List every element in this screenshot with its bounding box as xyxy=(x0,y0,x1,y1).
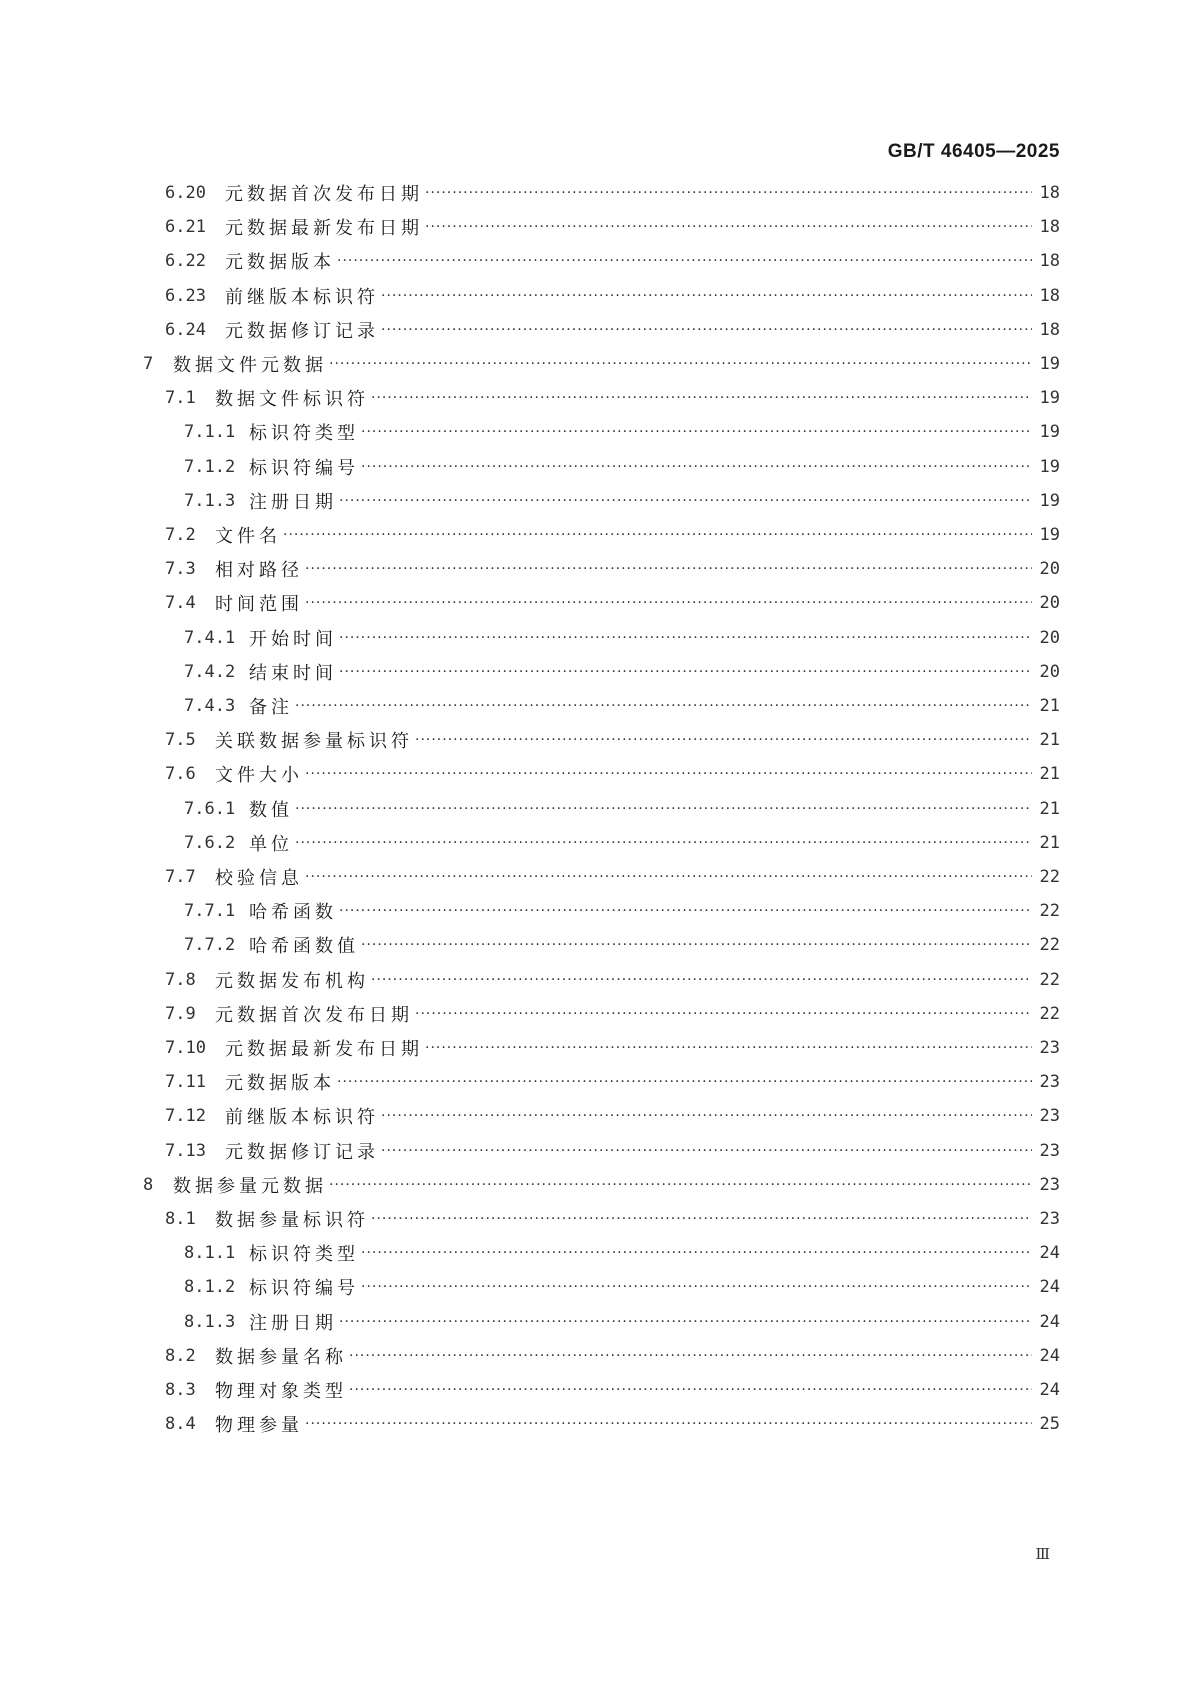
toc-entry-title: 注册日期 xyxy=(249,1312,337,1334)
dot-leader xyxy=(415,1006,1032,1022)
toc-entry-page: 23 xyxy=(1039,1140,1060,1161)
toc-entry-page: 18 xyxy=(1039,285,1060,306)
toc-entry-page: 20 xyxy=(1039,627,1060,648)
toc-entry-title: 单位 xyxy=(249,833,293,855)
toc-entry-page: 18 xyxy=(1039,319,1060,340)
toc-entry[interactable] xyxy=(184,414,1060,450)
toc-entry-number: 8.3 xyxy=(165,1380,196,1400)
toc-entry-number: 8 xyxy=(143,1174,154,1195)
page-number: Ⅲ xyxy=(1035,1545,1051,1563)
toc-entry[interactable] xyxy=(165,1406,1060,1442)
toc-entry-number: 7.10 xyxy=(165,1038,206,1058)
toc-entry-number: 7 xyxy=(143,354,154,374)
dot-leader xyxy=(337,253,1032,269)
toc-entry-title: 标识符编号 xyxy=(249,457,359,479)
toc-entry[interactable] xyxy=(165,996,1060,1032)
toc-entry[interactable] xyxy=(165,1133,1060,1169)
toc-entry-title: 文件名 xyxy=(215,526,281,547)
toc-entry[interactable] xyxy=(184,1235,1060,1271)
toc-entry-title: 元数据修订记录 xyxy=(225,1141,379,1163)
toc-entry-number: 8.1.2 xyxy=(184,1277,236,1298)
toc-entry-number: 8.1.1 xyxy=(184,1243,236,1264)
toc-entry-number: 6.23 xyxy=(165,285,206,306)
toc-entry-title: 元数据最新发布日期 xyxy=(225,218,423,240)
toc-entry[interactable] xyxy=(165,859,1060,895)
toc-entry-page: 18 xyxy=(1039,217,1060,238)
dot-leader xyxy=(295,835,1032,851)
toc-entry-page: 20 xyxy=(1039,661,1060,682)
toc-entry-number: 7.7 xyxy=(165,867,196,887)
toc-entry-number: 7.1.3 xyxy=(184,490,236,511)
toc-entry-page: 23 xyxy=(1039,1072,1060,1093)
toc-entry-page: 23 xyxy=(1039,1038,1060,1058)
toc-entry-page: 23 xyxy=(1039,1106,1060,1127)
toc-entry-page: 24 xyxy=(1039,1311,1060,1332)
toc-entry-number: 7.7.2 xyxy=(184,935,236,956)
dot-leader xyxy=(329,1177,1032,1193)
toc-entry-number: 7.2 xyxy=(165,525,196,545)
toc-entry[interactable] xyxy=(165,312,1060,348)
toc-entry-number: 7.3 xyxy=(165,559,196,580)
toc-entry-number: 7.7.1 xyxy=(184,901,236,922)
toc-entry-title: 关联数据参量标识符 xyxy=(215,731,413,753)
dot-leader xyxy=(339,664,1032,680)
toc-entry-page: 24 xyxy=(1039,1345,1060,1366)
toc-entry-page: 21 xyxy=(1039,832,1060,853)
toc-entry-number: 8.1 xyxy=(165,1209,196,1229)
toc-entry-number: 7.13 xyxy=(165,1140,206,1161)
dot-leader xyxy=(305,766,1032,782)
toc-entry[interactable] xyxy=(184,1304,1060,1340)
toc-entry-number: 7.4.3 xyxy=(184,696,236,716)
dot-leader xyxy=(381,322,1032,338)
toc-entry[interactable] xyxy=(184,825,1060,861)
toc-entry-title: 备注 xyxy=(249,697,293,718)
toc-entry-number: 6.20 xyxy=(165,183,206,203)
toc-entry-number: 7.6 xyxy=(165,764,196,785)
toc-entry-number: 7.4.2 xyxy=(184,661,236,682)
toc-entry-title: 元数据版本 xyxy=(225,252,335,274)
toc-entry-page: 21 xyxy=(1039,798,1060,819)
toc-entry-title: 元数据首次发布日期 xyxy=(215,1004,413,1026)
dot-leader xyxy=(361,1245,1032,1261)
toc-entry[interactable] xyxy=(184,620,1060,656)
toc-entry[interactable] xyxy=(165,1338,1060,1374)
dot-leader xyxy=(339,493,1032,509)
toc-entry-number: 7.4.1 xyxy=(184,627,236,648)
toc-entry-title: 校验信息 xyxy=(215,868,303,889)
dot-leader xyxy=(381,1143,1032,1159)
toc-entry-title: 标识符编号 xyxy=(249,1278,359,1300)
toc-entry-number: 7.4 xyxy=(165,593,196,614)
toc-entry-number: 8.2 xyxy=(165,1345,196,1366)
dot-leader xyxy=(415,732,1032,748)
toc-entry-title: 元数据发布机构 xyxy=(215,970,369,992)
dot-leader xyxy=(339,630,1032,646)
toc-entry[interactable] xyxy=(165,1030,1060,1066)
toc-entry-title: 哈希函数 xyxy=(249,902,337,924)
toc-entry-title: 数据文件标识符 xyxy=(215,389,369,411)
toc-entry-number: 7.5 xyxy=(165,730,196,751)
toc-entry[interactable] xyxy=(165,756,1060,792)
toc-entry-number: 8.1.3 xyxy=(184,1311,236,1332)
toc-entry-title: 数据文件元数据 xyxy=(173,355,327,376)
toc-entry[interactable] xyxy=(143,346,1060,382)
toc-entry-title: 物理对象类型 xyxy=(215,1381,347,1402)
toc-entry-page: 24 xyxy=(1039,1243,1060,1264)
toc-entry-title: 开始时间 xyxy=(249,628,337,650)
toc-entry[interactable] xyxy=(184,927,1060,963)
toc-entry[interactable] xyxy=(184,449,1060,485)
toc-entry-title: 物理参量 xyxy=(215,1415,303,1437)
dot-leader xyxy=(295,698,1032,714)
toc-entry-page: 22 xyxy=(1039,901,1060,922)
toc-entry-page: 19 xyxy=(1039,525,1060,545)
toc-entry-number: 7.8 xyxy=(165,969,196,990)
dot-leader xyxy=(361,424,1032,440)
dot-leader xyxy=(425,185,1032,201)
toc-entry-page: 19 xyxy=(1039,490,1060,511)
toc-entry-number: 7.1.1 xyxy=(184,422,236,443)
toc-entry[interactable] xyxy=(184,893,1060,929)
dot-leader xyxy=(283,527,1032,543)
toc-entry-title: 时间范围 xyxy=(215,594,303,616)
toc-entry-number: 7.9 xyxy=(165,1003,196,1024)
toc-entry-page: 19 xyxy=(1039,456,1060,477)
toc-entry-title: 数值 xyxy=(249,799,293,821)
toc-entry[interactable] xyxy=(143,1167,1060,1203)
toc-entry-title: 文件大小 xyxy=(215,765,303,787)
toc-entry-number: 7.12 xyxy=(165,1106,206,1127)
dot-leader xyxy=(295,801,1032,817)
toc-entry[interactable] xyxy=(165,1201,1060,1237)
toc-entry-page: 18 xyxy=(1039,183,1060,203)
toc-entry-page: 24 xyxy=(1039,1277,1060,1298)
toc-entry[interactable] xyxy=(165,1098,1060,1134)
toc-entry-number: 6.24 xyxy=(165,319,206,340)
toc-entry-page: 21 xyxy=(1039,696,1060,716)
toc-entry[interactable] xyxy=(165,278,1060,314)
toc-entry[interactable] xyxy=(184,791,1060,827)
toc-entry-title: 元数据版本 xyxy=(225,1073,335,1095)
dot-leader xyxy=(339,903,1032,919)
toc-entry-title: 数据参量元数据 xyxy=(173,1175,327,1197)
toc-entry-page: 19 xyxy=(1039,354,1060,374)
toc-entry[interactable] xyxy=(184,1269,1060,1305)
toc-entry-title: 数据参量名称 xyxy=(215,1346,347,1368)
toc-entry-number: 7.6.1 xyxy=(184,798,236,819)
dot-leader xyxy=(305,1416,1032,1432)
toc-entry[interactable] xyxy=(165,175,1060,211)
toc-entry[interactable] xyxy=(165,585,1060,621)
toc-entry-page: 23 xyxy=(1039,1209,1060,1229)
dot-leader xyxy=(349,1382,1032,1398)
toc-entry[interactable] xyxy=(165,551,1060,587)
dot-leader xyxy=(361,937,1032,953)
toc-entry-title: 标识符类型 xyxy=(249,1244,359,1266)
toc-entry[interactable] xyxy=(165,722,1060,758)
dot-leader xyxy=(425,1040,1032,1056)
toc-entry[interactable] xyxy=(165,380,1060,416)
toc-entry-title: 元数据首次发布日期 xyxy=(225,184,423,205)
toc-entry-number: 7.6.2 xyxy=(184,832,236,853)
toc-entry-page: 19 xyxy=(1039,388,1060,409)
toc-entry-title: 前继版本标识符 xyxy=(225,1107,379,1129)
toc-entry-page: 20 xyxy=(1039,559,1060,580)
toc-entry-title: 元数据最新发布日期 xyxy=(225,1039,423,1060)
toc-entry[interactable] xyxy=(165,243,1060,279)
dot-leader xyxy=(371,1211,1032,1227)
toc-entry-page: 24 xyxy=(1039,1380,1060,1400)
toc-entry-page: 22 xyxy=(1039,867,1060,887)
dot-leader xyxy=(305,869,1032,885)
toc-entry[interactable] xyxy=(165,1372,1060,1408)
dot-leader xyxy=(305,561,1032,577)
toc-entry-number: 6.22 xyxy=(165,251,206,272)
dot-leader xyxy=(425,219,1032,235)
toc-entry-page: 21 xyxy=(1039,730,1060,751)
toc-entry-page: 22 xyxy=(1039,1003,1060,1024)
dot-leader xyxy=(305,595,1032,611)
dot-leader xyxy=(329,356,1032,372)
toc-entry-number: 7.11 xyxy=(165,1072,206,1093)
toc-entry[interactable] xyxy=(165,962,1060,998)
toc-entry-page: 25 xyxy=(1039,1414,1060,1435)
toc-entry-number: 6.21 xyxy=(165,217,206,238)
dot-leader xyxy=(337,1074,1032,1090)
toc-entry-number: 7.1 xyxy=(165,388,196,409)
dot-leader xyxy=(339,1314,1032,1330)
standard-code: GB/T 46405—2025 xyxy=(887,141,1060,162)
toc-entry-page: 23 xyxy=(1039,1174,1060,1195)
toc-entry-title: 前继版本标识符 xyxy=(225,286,379,308)
toc-entry[interactable] xyxy=(184,654,1060,690)
toc-entry-title: 标识符类型 xyxy=(249,423,359,445)
toc-entry[interactable] xyxy=(165,209,1060,245)
toc-entry-title: 注册日期 xyxy=(249,491,337,513)
toc-entry-title: 数据参量标识符 xyxy=(215,1210,369,1231)
toc-entry-page: 18 xyxy=(1039,251,1060,272)
toc-entry-page: 19 xyxy=(1039,422,1060,443)
toc-entry-title: 结束时间 xyxy=(249,662,337,684)
toc-entry-title: 哈希函数值 xyxy=(249,936,359,958)
toc-entry[interactable] xyxy=(184,688,1060,724)
dot-leader xyxy=(361,1279,1032,1295)
toc-entry-number: 7.1.2 xyxy=(184,456,236,477)
toc-entry-title: 相对路径 xyxy=(215,560,303,582)
toc-entry[interactable] xyxy=(165,517,1060,553)
toc-entry-page: 21 xyxy=(1039,764,1060,785)
toc-entry-page: 22 xyxy=(1039,935,1060,956)
toc-entry-page: 20 xyxy=(1039,593,1060,614)
dot-leader xyxy=(381,288,1032,304)
toc-entry[interactable] xyxy=(184,483,1060,519)
toc-entry-title: 元数据修订记录 xyxy=(225,320,379,342)
dot-leader xyxy=(361,459,1032,475)
dot-leader xyxy=(371,972,1032,988)
dot-leader xyxy=(371,390,1032,406)
toc-entry-page: 22 xyxy=(1039,969,1060,990)
dot-leader xyxy=(381,1108,1032,1124)
toc-entry[interactable] xyxy=(165,1064,1060,1100)
dot-leader xyxy=(349,1348,1032,1364)
toc-entry-number: 8.4 xyxy=(165,1414,196,1435)
